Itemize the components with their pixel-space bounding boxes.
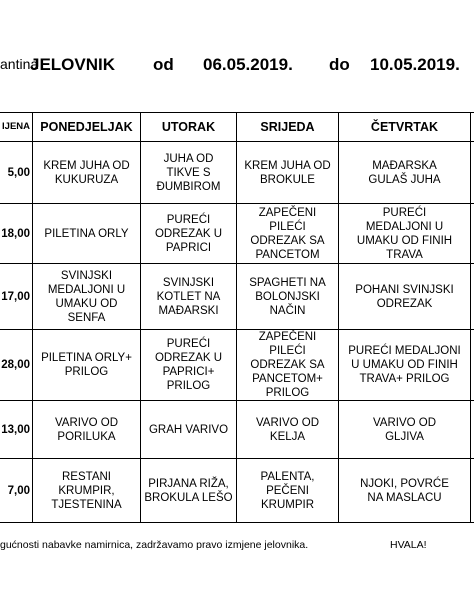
col-header-cijena: IJENA xyxy=(0,113,33,142)
dish-text: ZAPEČENI PILEĆI ODREZAK SA PANCETOM+ PRILOG xyxy=(250,331,325,399)
dish-text: JUHA OD TIKVE S ĐUMBIROM xyxy=(156,152,221,193)
dish-text: SVINJSKI MEDALJONI U UMAKU OD SENFA xyxy=(47,269,126,324)
menu-cell xyxy=(237,330,339,401)
date-to: 10.05.2019. xyxy=(370,55,460,74)
title-od: od xyxy=(153,55,174,74)
menu-cell xyxy=(339,204,471,264)
footer-text: gućnosti nabavke namirnica, zadržavamo pravo izmjene jelovnika. xyxy=(0,539,309,551)
menu-table xyxy=(0,112,474,523)
dish-text: MAĐARSKA GULAŠ JUHA xyxy=(368,159,441,186)
menu-cell xyxy=(33,459,141,523)
title-word: JELOVNIK xyxy=(30,55,116,74)
menu-cell xyxy=(471,204,474,264)
dish-text: KREM JUHA OD KUKURUZA xyxy=(43,159,130,186)
dish-text: SPAGHETI NA BOLONJSKI NAČIN xyxy=(249,276,326,317)
dish-text: KREM JUHA OD BROKULE xyxy=(244,159,331,186)
price-cell: 17,00 xyxy=(0,264,33,330)
menu-cell xyxy=(141,264,237,330)
price-cell: 13,00 xyxy=(0,401,33,459)
dish-text: VARIVO OD KELJA xyxy=(255,416,320,443)
dish-text: POHANI SVINJSKI ODREZAK xyxy=(355,283,454,310)
menu-cell xyxy=(141,330,237,401)
table-row xyxy=(0,204,474,264)
menu-cell xyxy=(33,264,141,330)
col-header-cetvrtak: ČETVRTAK xyxy=(339,113,471,142)
dish-text: VARIVO OD GLJIVA xyxy=(372,416,437,443)
dish-text: GRAH VARIVO xyxy=(148,423,229,436)
menu-cell xyxy=(471,142,474,204)
col-header-srijeda: SRIJEDA xyxy=(237,113,339,142)
footer-note xyxy=(0,539,474,551)
menu-cell xyxy=(471,330,474,401)
table-row xyxy=(0,401,474,459)
menu-cell xyxy=(141,142,237,204)
menu-cell xyxy=(237,142,339,204)
price-cell: 18,00 xyxy=(0,204,33,264)
dish-text: PALENTA, PEČENI KRUMPIR xyxy=(260,470,315,511)
menu-cell xyxy=(33,204,141,264)
table-row xyxy=(0,142,474,204)
dish-text: PILETINA ORLY+ PRILOG xyxy=(41,352,132,378)
dish-text: PUREĆI MEDALJONI U UMAKU OD FINIH TRAVA+ PRILOG xyxy=(348,345,461,385)
footer-thanks: HVALA! xyxy=(390,539,427,551)
col-header-utorak: UTORAK xyxy=(141,113,237,142)
menu-cell xyxy=(339,401,471,459)
dish-text: PUREĆI ODREZAK U PAPRICI+ PRILOG xyxy=(154,338,223,392)
menu-cell xyxy=(33,401,141,459)
dish-text: VARIVO OD PORILUKA xyxy=(54,416,119,443)
dish-text: ZAPEČENI PILEĆI ODREZAK SA PANCETOM xyxy=(250,206,325,261)
menu-cell xyxy=(339,330,471,401)
date-from: 06.05.2019. xyxy=(203,55,293,74)
menu-cell xyxy=(471,401,474,459)
menu-cell xyxy=(471,264,474,330)
dish-text: PILETINA ORLY xyxy=(44,227,129,240)
dish-text: PUREĆI ODREZAK U PAPRICI xyxy=(154,213,223,254)
menu-cell xyxy=(237,264,339,330)
dish-text: PUREĆI MEDALJONI U UMAKU OD FINIH TRAVA xyxy=(356,206,453,261)
menu-cell xyxy=(141,204,237,264)
col-header-petak xyxy=(471,113,474,142)
menu-cell xyxy=(339,459,471,523)
dish-text: SVINJSKI KOTLET NA MAĐARSKI xyxy=(156,276,221,317)
col-header-ponedjeljak: PONEDJELJAK xyxy=(33,113,141,142)
title-do: do xyxy=(329,55,350,74)
menu-cell xyxy=(339,264,471,330)
dish-text: NJOKI, POVRĆE NA MASLACU xyxy=(360,477,449,504)
price-cell: 28,00 xyxy=(0,330,33,401)
menu-cell xyxy=(471,459,474,523)
header-row xyxy=(0,113,474,142)
table-row xyxy=(0,264,474,330)
price-cell: 5,00 xyxy=(0,142,33,204)
price-cell: 7,00 xyxy=(0,459,33,523)
menu-cell xyxy=(339,142,471,204)
dish-text: PIRJANA RIŽA, BROKULA LEŠO xyxy=(144,477,233,504)
menu-cell xyxy=(33,330,141,401)
table-row xyxy=(0,459,474,523)
dish-text: RESTANI KRUMPIR, TJESTENINA xyxy=(51,470,122,511)
menu-cell xyxy=(237,204,339,264)
menu-cell xyxy=(141,401,237,459)
menu-cell xyxy=(33,142,141,204)
menu-cell xyxy=(237,459,339,523)
menu-cell xyxy=(141,459,237,523)
table-row xyxy=(0,330,474,401)
menu-cell xyxy=(237,401,339,459)
kantina-label: antina xyxy=(0,56,39,72)
